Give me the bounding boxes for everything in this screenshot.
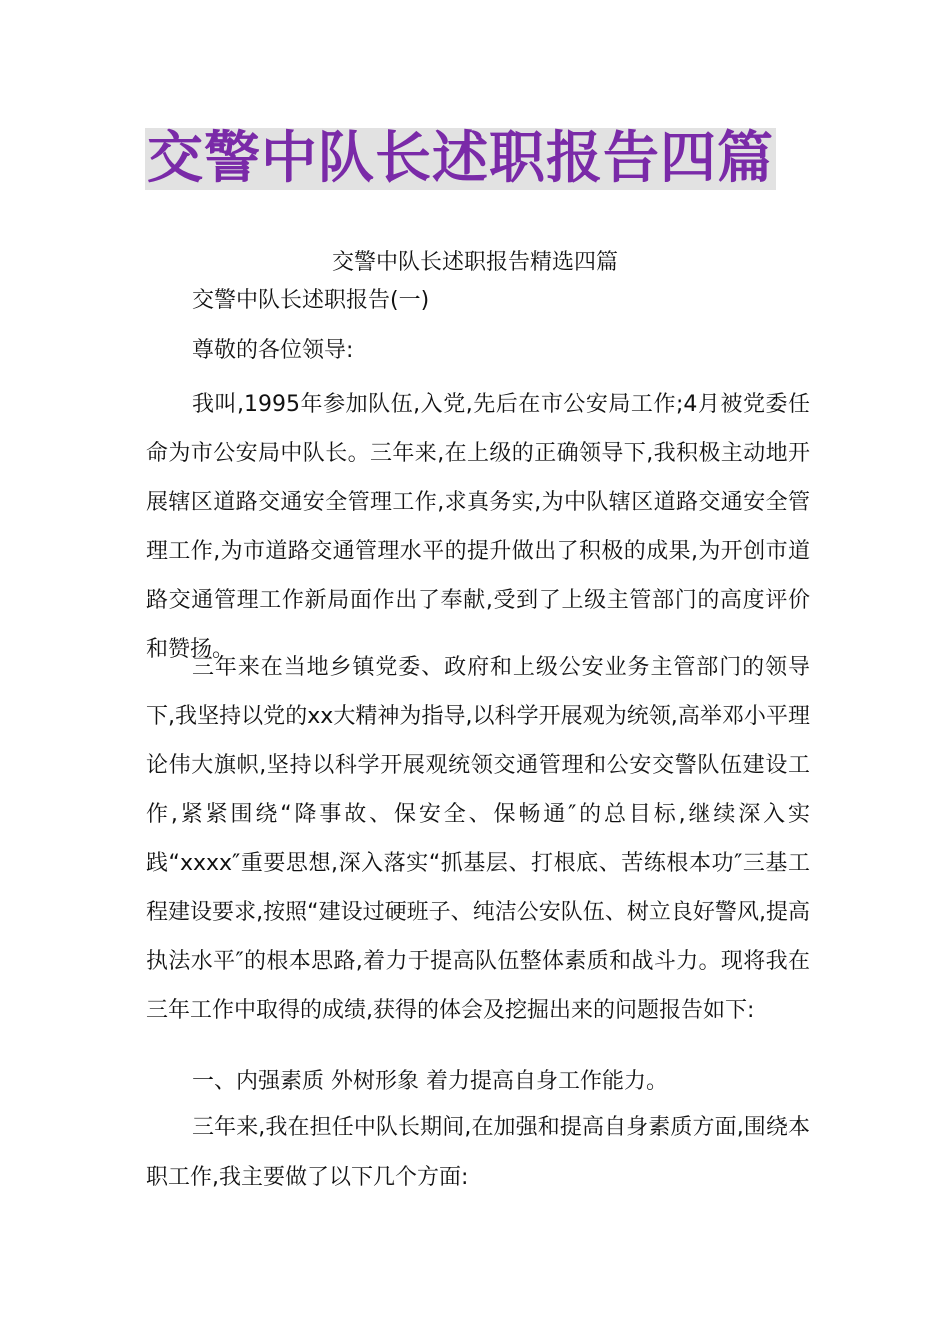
- salutation: 尊敬的各位领导:: [192, 338, 354, 363]
- document-subtitle: 交警中队长述职报告精选四篇: [331, 250, 618, 275]
- paragraph-2: 三年来在当地乡镇党委、政府和上级公安业务主管部门的领导下,我坚持以党的xx大精神为指导,以科学开展观为统领,高举邓小平理论伟大旗帜,坚持以科学开展观统领交通管理和公安交警队伍建设工作,紧紧围绕“降事故、保安全、保畅通″的总目标,继续深入实践“xxxx″重要思想,深入落实“抓基层、打根底、苦练根本功″三基工程建设要求,按照“建设过硬班子、纯洁公安队伍、树立良好警风,提高执法水平″的根本思路,着力于提高队伍整体素质和战斗力。现将我在三年工作中取得的成绩,获得的体会及挖掘出来的问题报告如下:: [146, 655, 810, 1023]
- document-title: 交警中队长述职报告四篇: [147, 126, 774, 191]
- paragraph-3: 三年来,我在担任中队长期间,在加强和提高自身素质方面,围绕本职工作,我主要做了以下几个方面:: [146, 1115, 810, 1190]
- section-heading: 交警中队长述职报告(一): [192, 288, 430, 313]
- paragraph-1: 我叫,1995年参加队伍,入党,先后在市公安局工作;4月被党委任命为市公安局中队长。三年来,在上级的正确领导下,我积极主动地开展辖区道路交通安全管理工作,求真务实,为中队辖区道路交通安全管理工作,为市道路交通管理水平的提升做出了积极的成果,为开创市道路交通管理工作新局面作出了奉献,受到了上级主管部门的高度评价和赞扬。: [146, 392, 810, 662]
- subheading-1: 一、内强素质 外树形象 着力提高自身工作能力。: [192, 1069, 668, 1094]
